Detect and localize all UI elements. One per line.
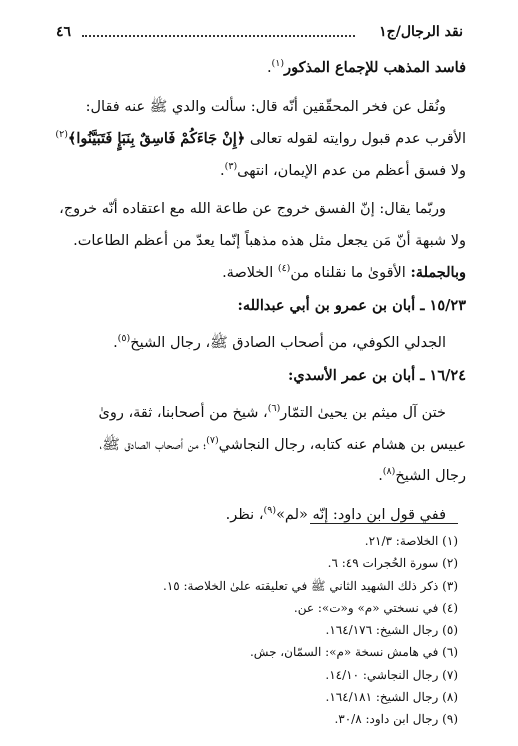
summary-lead: وبالجملة: bbox=[410, 264, 466, 281]
entry-heading: ١٥/٢٣ ـ أبان بن عمرو بن أبي عبدالله: bbox=[237, 296, 466, 314]
footnote-ref: (٩) bbox=[263, 504, 277, 516]
text-segment: رجال الشيخ bbox=[395, 468, 466, 484]
footnote: (٥) رجال الشيخ: ١٦٤/١٧٦. bbox=[325, 623, 458, 638]
text-line bbox=[50, 430, 466, 462]
text-segment: الأقرب عدم قبول روايته لقوله تعالى bbox=[249, 131, 466, 147]
text-segment: ؛ من أصحاب الصادق ﷺ، bbox=[99, 436, 207, 453]
text-segment: ختن آل ميثم بن يحيىٰ التمّار bbox=[280, 405, 446, 421]
text-line bbox=[50, 398, 466, 430]
footnote: (٢) سورة الحُجرات ٤٩: ٦. bbox=[327, 556, 458, 571]
text-line bbox=[50, 123, 466, 156]
text-segment: عبيس بن هشام عنه كتابه، رجال النجاشي bbox=[218, 436, 466, 453]
text-line: وربّما يقال: إنّ الفسق خروج عن طاعة الله مع اعتقاده أنّه خروج، bbox=[59, 201, 446, 217]
footnote-ref: (٧) bbox=[206, 434, 219, 446]
text-segment: ولا فسق أعظم من عدم الإيمان، انتهى bbox=[237, 162, 466, 179]
text-line: ولا فسق أعظم من عدم الإيمان، انتهى$^{(٣)}$. bbox=[220, 160, 466, 179]
main-text bbox=[50, 52, 466, 531]
text-line: ونُقل عن فخر المحقّقين أنّه قال: سألت والدي ﷺ عنه فقال: bbox=[85, 98, 446, 115]
footnote-ref: (٢) bbox=[55, 129, 68, 141]
text-line bbox=[50, 257, 466, 290]
text-segment: الخلاصة. bbox=[222, 265, 274, 281]
footnote-ref: (٥) bbox=[117, 333, 131, 345]
footnote: (٧) رجال النجاشي: ١٤/١٠. bbox=[325, 667, 458, 682]
footnote-ref: (٦) bbox=[267, 403, 281, 415]
footnote: (٣) ذكر ذلك الشهيد الثاني ﷺ في تعليقته علىٰ الخلاصة: ١٥. bbox=[162, 578, 458, 593]
text-line: فاسد المذهب للإجماع المذكور$^{(١)}$. bbox=[266, 58, 466, 76]
footnote: (٩) رجال ابن داود: ٣٠/٨. bbox=[334, 712, 458, 727]
footnote: (٦) في هامش نسخة «م»: السمّان، جش. bbox=[249, 645, 458, 660]
footnote: (٤) في نسختي «م» و«ت»: عن. bbox=[293, 600, 458, 615]
footnotes bbox=[50, 524, 458, 731]
entry-heading: ١٦/٢٤ ـ أبان بن عمر الأسدي: bbox=[288, 366, 466, 384]
text-line: الجدلي الكوفي، من أصحاب الصادق ﷺ، رجال الشيخ$^{(٥)}$. bbox=[113, 333, 446, 351]
footnote-ref: (٤) bbox=[277, 263, 291, 275]
running-title: نقد الرجال/ج١ bbox=[379, 24, 463, 40]
footnote-ref: (١) bbox=[271, 58, 285, 70]
quran-verse: ﴿إِنْ جَاءَكُمْ فَاسِقٌ بِنَبَإٍ فَتَبَيَّنُوا﴾ bbox=[67, 130, 246, 147]
footnote-ref: (٨) bbox=[382, 466, 396, 478]
text-segment: الأقوىٰ ما نقلناه من bbox=[290, 265, 406, 281]
text-line: رجال الشيخ$^{(٨)}$. bbox=[378, 466, 466, 484]
footnote-ref: (٣) bbox=[224, 160, 238, 172]
page-header bbox=[56, 24, 463, 46]
header-dot-leader bbox=[82, 35, 355, 37]
text-line: ولا شبهة أنّ مَن يجعل مثل هذه مذهباً إنّما يعدّ من أعظم الطاعات. bbox=[73, 232, 466, 249]
text-segment: ، نظر. bbox=[225, 506, 264, 523]
text-segment: الجدلي الكوفي، من أصحاب الصادق ﷺ، رجال الشيخ bbox=[130, 335, 446, 351]
footnote-divider bbox=[310, 523, 458, 524]
text-segment: فاسد المذهب للإجماع المذكور bbox=[284, 59, 466, 76]
text-segment: ففي قول ابن داود: إنّه «لم» bbox=[276, 506, 446, 523]
footnote: (١) الخلاصة: ٢١/٣. bbox=[364, 534, 458, 548]
text-segment: ، شيخ من أصحابنا، ثقة، روىٰ bbox=[98, 405, 268, 421]
page-number: ٤٦ bbox=[56, 24, 72, 40]
footnote: (٨) رجال الشيخ: ١٦٤/١٨١. bbox=[325, 690, 458, 705]
